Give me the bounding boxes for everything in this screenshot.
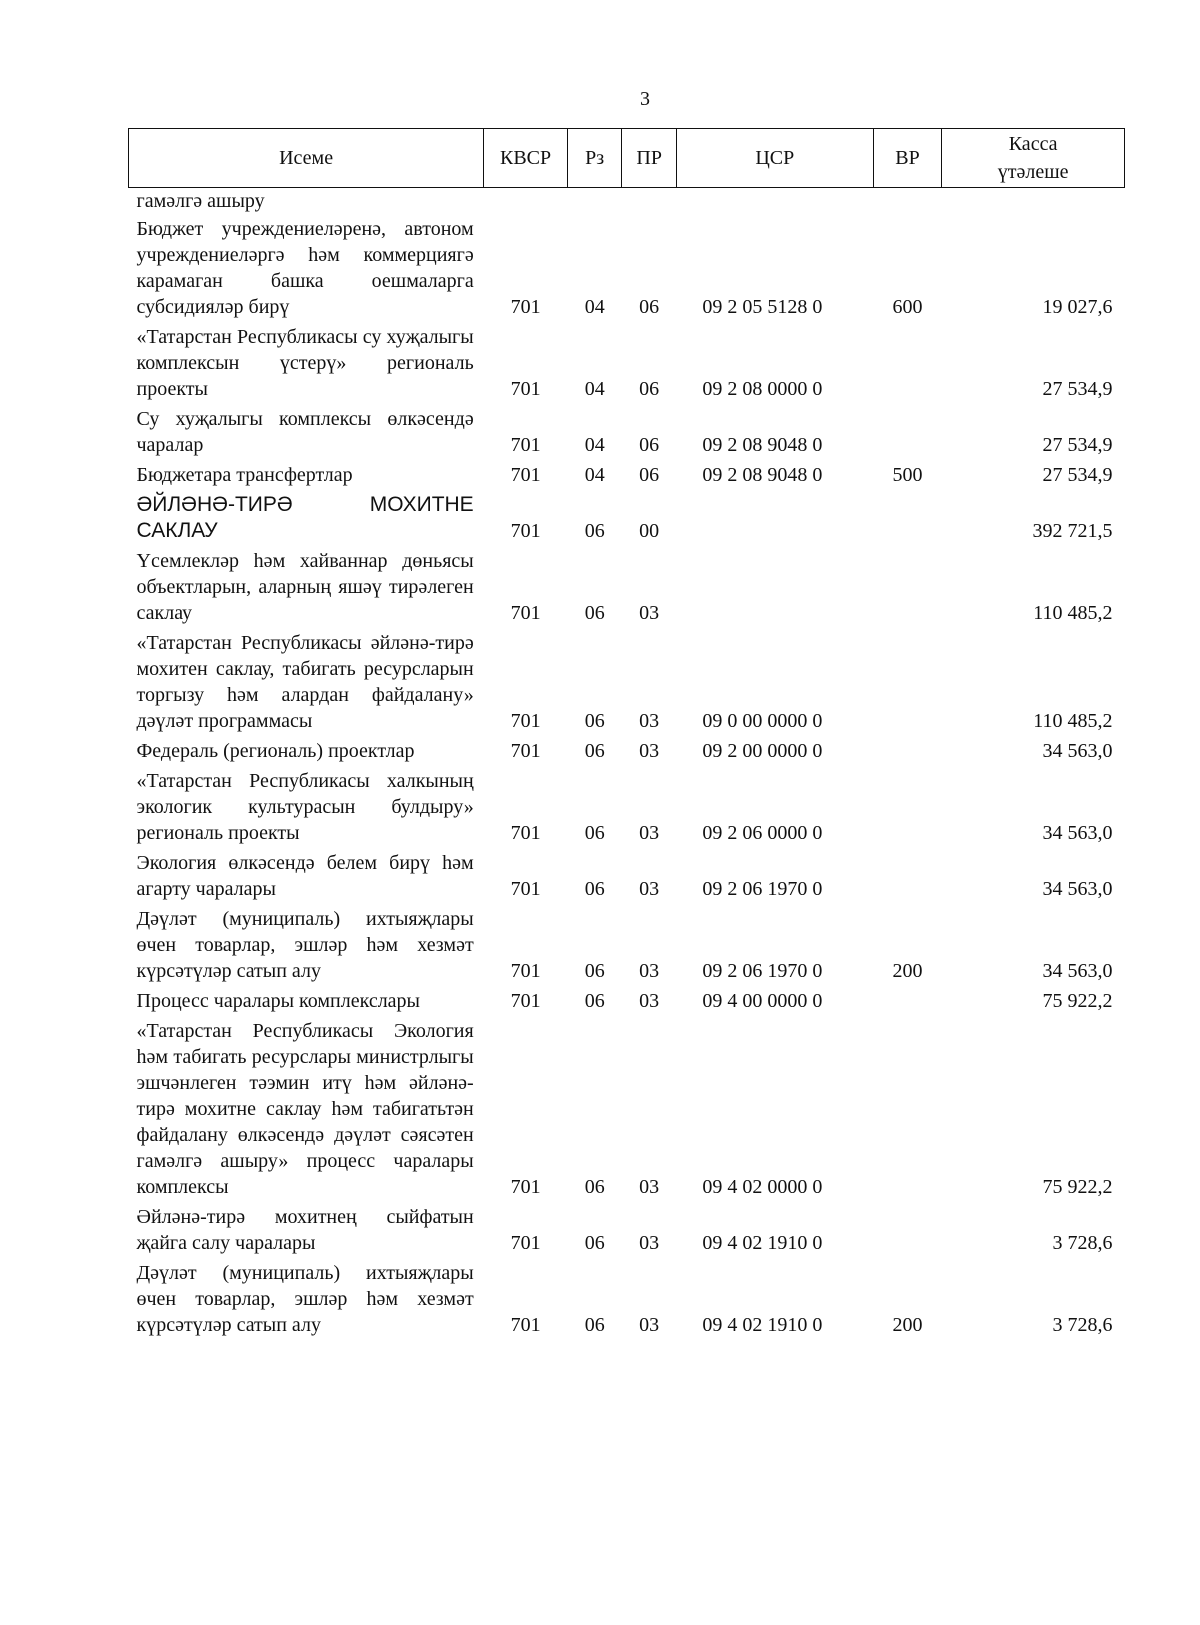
row-kvsr: 701 <box>510 378 541 400</box>
row-rz: 04 <box>584 378 605 400</box>
header-rz: Рз <box>567 129 621 188</box>
row-csr: 09 2 06 1970 0 <box>702 960 823 982</box>
row-pr: 03 <box>639 740 660 762</box>
table-row <box>129 988 1125 1018</box>
row-rz <box>567 188 621 217</box>
header-kvsr: КВСР <box>484 129 568 188</box>
row-csr: 09 2 05 5128 0 <box>702 296 823 318</box>
row-name: Үсемлекләр һәм хайваннар дөньясы объектларын, аларның яшәү тирәлеген саклау <box>136 550 474 624</box>
row-pr: 03 <box>639 822 660 844</box>
row-name: Процесс чаралары комплекслары <box>136 990 420 1012</box>
row-rz: 06 <box>584 602 605 624</box>
row-csr <box>676 548 873 630</box>
row-kvsr: 701 <box>510 464 541 486</box>
row-csr: 09 2 06 0000 0 <box>702 822 823 844</box>
row-csr <box>676 188 873 217</box>
table-row <box>129 492 1125 548</box>
row-csr: 09 2 00 0000 0 <box>702 740 823 762</box>
row-sum: 34 563,0 <box>1042 740 1113 762</box>
row-csr: 09 4 00 0000 0 <box>702 990 823 1012</box>
row-name: Бюджетара трансфертлар <box>136 464 353 486</box>
row-rz: 04 <box>584 296 605 318</box>
table-row <box>129 406 1125 462</box>
row-name: «Татарстан Республикасы Экология һәм табигать ресурслары министрлыгы эшчәнлеген тәэмин итү һәм әйләнә-тирә мохитне саклау һәм табигатьтән файдалану өлкәсендә дәүләт сәясәтен гамәлгә ашыру» процесс чаралары комплексы <box>136 1020 474 1198</box>
row-rz: 04 <box>584 434 605 456</box>
row-vr <box>873 738 942 768</box>
header-pr: ПР <box>622 129 676 188</box>
table-row <box>129 768 1125 850</box>
row-sum: 75 922,2 <box>1042 1176 1113 1198</box>
row-rz: 06 <box>584 740 605 762</box>
row-rz: 06 <box>584 878 605 900</box>
row-vr <box>873 768 942 850</box>
row-vr <box>873 406 942 462</box>
row-sum: 3 728,6 <box>1052 1232 1113 1254</box>
row-kvsr: 701 <box>510 1176 541 1198</box>
header-vr: ВР <box>873 129 942 188</box>
row-kvsr: 701 <box>510 960 541 982</box>
row-rz: 06 <box>584 990 605 1012</box>
row-rz: 06 <box>584 822 605 844</box>
row-kvsr: 701 <box>510 740 541 762</box>
row-kvsr: 701 <box>510 710 541 732</box>
row-sum: 110 485,2 <box>1033 602 1113 624</box>
row-kvsr: 701 <box>510 602 541 624</box>
header-sum-line1: Касса <box>1008 133 1058 155</box>
row-pr: 06 <box>639 378 660 400</box>
table-row <box>129 462 1125 492</box>
budget-table <box>128 128 1125 1342</box>
row-sum: 75 922,2 <box>1042 990 1113 1012</box>
row-rz: 04 <box>584 464 605 486</box>
table-row <box>129 324 1125 406</box>
row-vr: 600 <box>892 296 923 318</box>
row-rz: 06 <box>584 710 605 732</box>
table-header <box>129 129 1125 188</box>
row-vr <box>873 988 942 1018</box>
table-row <box>129 216 1125 324</box>
row-sum: 27 534,9 <box>1042 434 1113 456</box>
row-vr: 200 <box>892 1314 923 1336</box>
row-kvsr: 701 <box>510 434 541 456</box>
table-row <box>129 1204 1125 1260</box>
row-name: гамәлгә ашыру <box>136 190 265 212</box>
row-rz: 06 <box>584 520 605 542</box>
row-name: «Татарстан Республикасы әйләнә-тирә мохитен саклау, табигать ресурсларын торгызу һәм алардан файдалану» дәүләт программасы <box>136 632 474 732</box>
row-sum: 3 728,6 <box>1052 1314 1113 1336</box>
row-rz: 06 <box>584 960 605 982</box>
row-csr: 09 2 08 9048 0 <box>702 434 823 456</box>
row-pr: 00 <box>639 520 660 542</box>
header-sum-line2: үтәлеше <box>997 161 1069 183</box>
row-pr <box>622 188 676 217</box>
page-number: 3 <box>640 88 650 110</box>
table-row <box>129 906 1125 988</box>
row-kvsr <box>484 188 568 217</box>
row-csr: 09 2 08 0000 0 <box>702 378 823 400</box>
row-kvsr: 701 <box>510 878 541 900</box>
row-sum: 27 534,9 <box>1042 378 1113 400</box>
table-row <box>129 738 1125 768</box>
row-sum <box>942 188 1125 217</box>
row-csr: 09 2 06 1970 0 <box>702 878 823 900</box>
row-pr: 03 <box>639 960 660 982</box>
row-pr: 03 <box>639 1232 660 1254</box>
row-rz: 06 <box>584 1176 605 1198</box>
table-body <box>129 188 1125 1343</box>
row-name: Федераль (региональ) проектлар <box>136 740 415 762</box>
row-pr: 03 <box>639 990 660 1012</box>
row-pr: 03 <box>639 1314 660 1336</box>
row-vr: 500 <box>892 464 923 486</box>
row-vr <box>873 850 942 906</box>
row-name: «Татарстан Республикасы су хуҗалыгы комплексын үстерү» региональ проекты <box>136 326 474 400</box>
row-vr: 200 <box>892 960 923 982</box>
row-vr <box>873 548 942 630</box>
row-name: ӘЙЛӘНӘ-ТИРӘ МОХИТНЕ САКЛАУ <box>136 493 474 542</box>
header-sum <box>942 129 1125 188</box>
row-vr <box>873 188 942 217</box>
header-csr: ЦСР <box>676 129 873 188</box>
row-sum: 34 563,0 <box>1042 960 1113 982</box>
table-row <box>129 850 1125 906</box>
table-row <box>129 1260 1125 1342</box>
row-name: Дәүләт (муниципаль) ихтыяҗлары өчен товарлар, эшләр һәм хезмәт күрсәтүләр сатып алу <box>136 1262 474 1336</box>
row-csr: 09 0 00 0000 0 <box>702 710 823 732</box>
row-name: «Татарстан Республикасы халкының экологик культурасын булдыру» региональ проекты <box>136 770 474 844</box>
row-csr: 09 2 08 9048 0 <box>702 464 823 486</box>
table-row <box>129 548 1125 630</box>
row-sum: 392 721,5 <box>1032 520 1113 542</box>
table-row <box>129 188 1125 217</box>
row-sum: 34 563,0 <box>1042 822 1113 844</box>
row-name: Су хуҗалыгы комплексы өлкәсендә чаралар <box>136 408 474 456</box>
row-kvsr: 701 <box>510 990 541 1012</box>
row-csr: 09 4 02 0000 0 <box>702 1176 823 1198</box>
row-name: Әйләнә-тирә мохитнең сыйфатын җайга салу чаралары <box>136 1206 474 1254</box>
row-kvsr: 701 <box>510 822 541 844</box>
row-pr: 06 <box>639 296 660 318</box>
row-name: Дәүләт (муниципаль) ихтыяҗлары өчен товарлар, эшләр һәм хезмәт күрсәтүләр сатып алу <box>136 908 474 982</box>
table-row <box>129 630 1125 738</box>
row-kvsr: 701 <box>510 296 541 318</box>
row-pr: 06 <box>639 464 660 486</box>
row-name: Бюджет учреждениеләренә, автоном учреждениеләргә һәм коммерциягә карамаган башка оешмаларга субсидияләр бирү <box>136 218 474 318</box>
row-rz: 06 <box>584 1314 605 1336</box>
row-name: Экология өлкәсендә белем бирү һәм агарту чаралары <box>136 852 474 900</box>
row-vr <box>873 324 942 406</box>
row-kvsr: 701 <box>510 520 541 542</box>
row-sum: 34 563,0 <box>1042 878 1113 900</box>
table-row <box>129 1018 1125 1204</box>
row-pr: 03 <box>639 602 660 624</box>
header-name: Исеме <box>129 129 484 188</box>
row-sum: 27 534,9 <box>1042 464 1113 486</box>
row-pr: 03 <box>639 1176 660 1198</box>
row-sum: 19 027,6 <box>1042 296 1113 318</box>
row-pr: 03 <box>639 710 660 732</box>
row-pr: 06 <box>639 434 660 456</box>
row-kvsr: 701 <box>510 1232 541 1254</box>
row-vr <box>873 630 942 738</box>
row-kvsr: 701 <box>510 1314 541 1336</box>
row-vr <box>873 1204 942 1260</box>
row-vr <box>873 1018 942 1204</box>
row-rz: 06 <box>584 1232 605 1254</box>
row-vr <box>873 492 942 548</box>
row-csr: 09 4 02 1910 0 <box>702 1314 823 1336</box>
row-csr <box>676 492 873 548</box>
row-pr: 03 <box>639 878 660 900</box>
row-csr: 09 4 02 1910 0 <box>702 1232 823 1254</box>
row-sum: 110 485,2 <box>1033 710 1113 732</box>
